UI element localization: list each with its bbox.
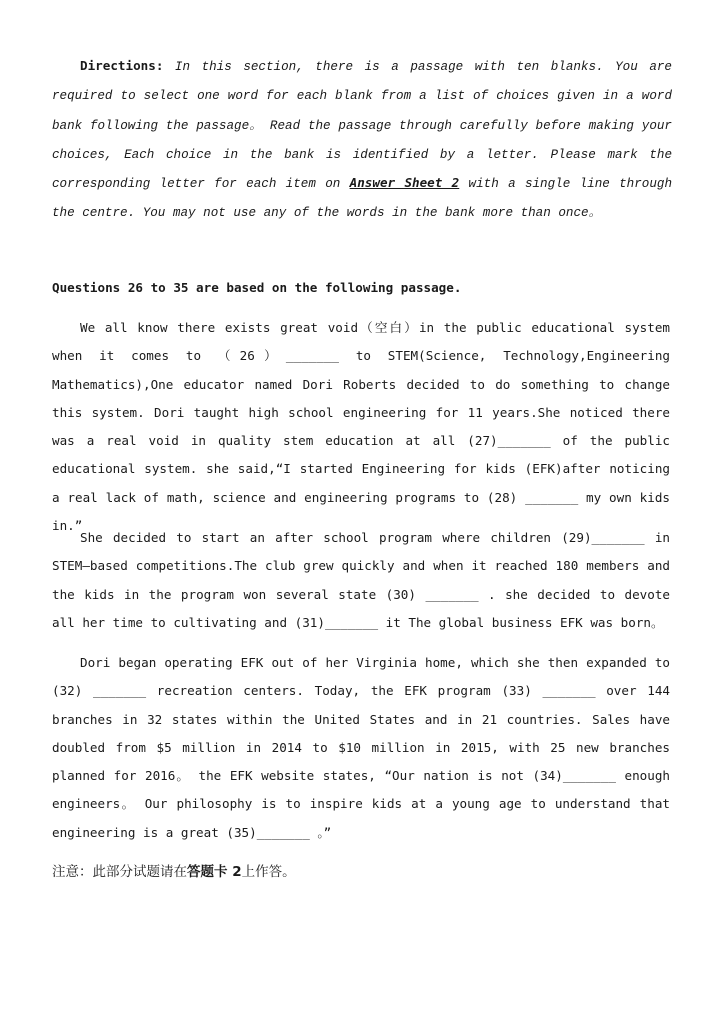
note-answer-card: 答题卡 2 bbox=[187, 864, 242, 880]
directions-text-after: with a single line through the centre. You may not use any of the words in the bank more than once。 bbox=[52, 177, 673, 221]
answer-sheet-link: Answer Sheet 2 bbox=[349, 175, 460, 191]
answer-note bbox=[52, 860, 672, 884]
passage-paragraph-2: She decided to start an after school program where children (29)_______ in STEM—based competitions.The club grew quickly and when it reached 180 members and the kids in the program won several state (30) _______ . she decided to devote all her time to cultivating and (31)_______ it The global business EFK was born。 bbox=[52, 530, 670, 630]
directions-text-before: In this section, there is a passage with ten blanks. You are required to select one word for each blank from a list of choices given in a word bank following the passage。 Read the passage through carefully before making your choices, Each choice in the bank is identified by a letter. Please mark the corresponding letter for each item on bbox=[52, 60, 672, 192]
passage-paragraph-1: We all know there exists great void（空白）in the public educational system when it comes to （26）_______ to STEM(Science, Technology,Engineering Mathematics),One educator named Dori Roberts decided to do something to change this system. Dori taught high school engineering for 11 years.She noticed there was a real void in quality stem education at all (27)_______ of the public educational system. she said,“I started Engineering for kids (EFK)after noticing a real lack of math, science and engineering programs to (28) _______ my own kids in.” bbox=[52, 320, 670, 534]
passage-paragraph-3: Dori began operating EFK out of her Virginia home, which she then expanded to (32) _______ recreation centers. Today, the EFK program (33) _______ over 144 branches in 32 states within the United States and in 21 countries. Sales have doubled from $5 million in 2014 to $10 million in 2015, with 25 new branches planned for 2016。 the EFK website states, “Our nation is not (34)_______ enough engineers。 Our philosophy is to inspire kids at a young age to understand that engineering is a great (35)_______ 。” bbox=[52, 655, 670, 840]
questions-heading: Questions 26 to 35 are based on the following passage. bbox=[52, 280, 462, 295]
note-text-before: 注意：此部分试题请在 bbox=[52, 864, 187, 880]
note-text-after: 上作答。 bbox=[241, 864, 296, 880]
directions-label: Directions: bbox=[80, 58, 164, 73]
directions-block bbox=[52, 52, 672, 228]
